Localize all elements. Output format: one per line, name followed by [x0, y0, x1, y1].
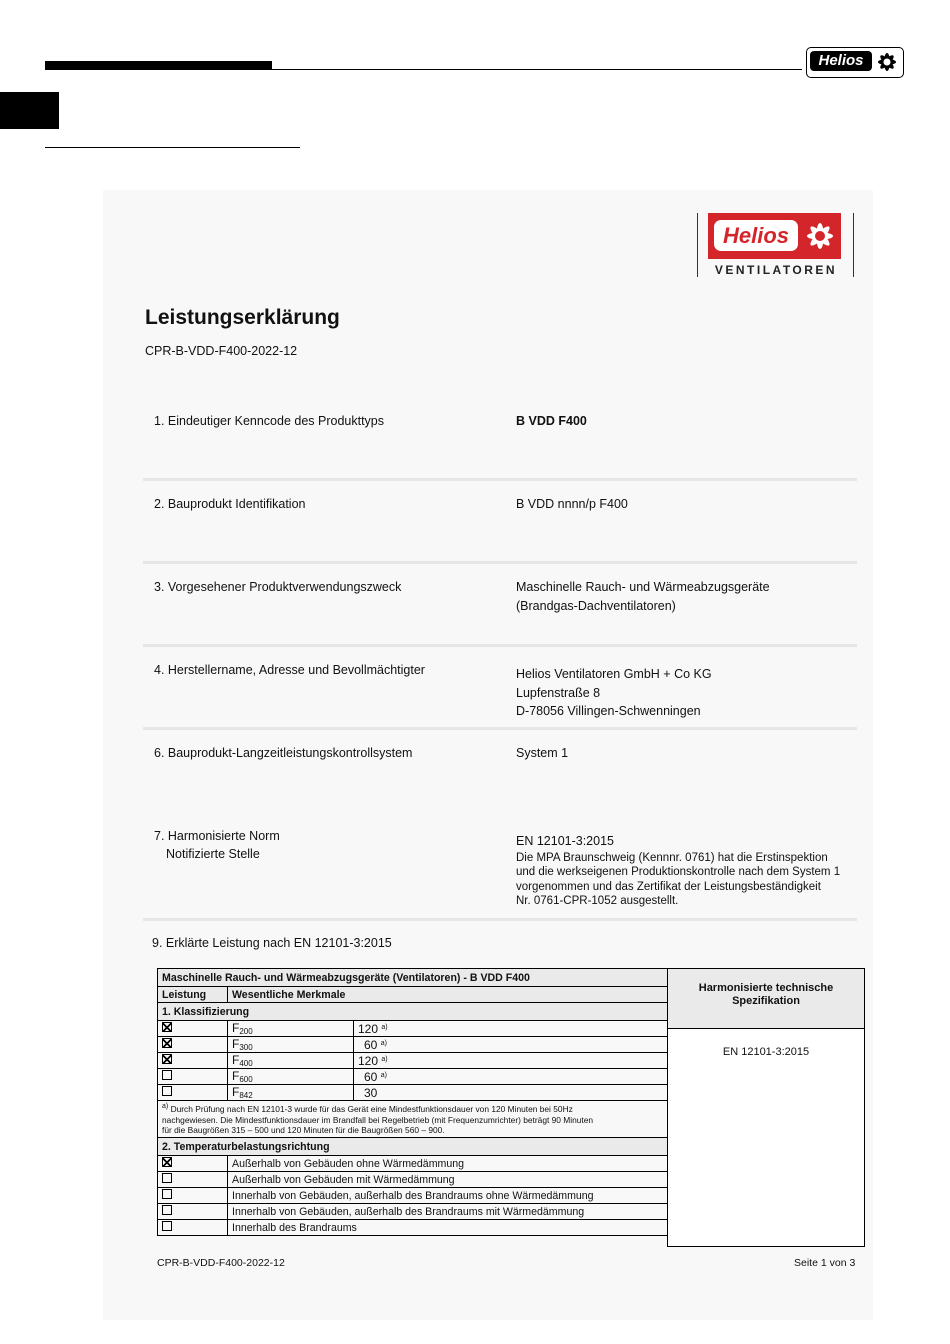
row-value-7-norm: EN 12101-3:2015 [516, 834, 614, 848]
class-temp: 600 [239, 1075, 253, 1084]
table-row [158, 1085, 668, 1101]
class-temp: 300 [239, 1043, 253, 1052]
value-line: D-78056 Villingen-Schwenningen [516, 704, 701, 718]
value-line: Maschinelle Rauch- und Wärmeabzugsgeräte [516, 580, 770, 594]
row-label-4: 4. Herstellername, Adresse und Bevollmächtigter [154, 663, 425, 677]
value-line: Helios Ventilatoren GmbH + Co KG [516, 667, 712, 681]
temp-option: Außerhalb von Gebäuden mit Wärmedämmung [228, 1172, 668, 1188]
document-title: Leistungserklärung [145, 306, 340, 329]
footnote-mark: a) [381, 1023, 388, 1031]
logo-subtitle: VENTILATOREN [714, 263, 838, 277]
table-row [158, 1021, 668, 1037]
table-row [158, 1172, 668, 1188]
value-line: Die MPA Braunschweig (Kennnr. 0761) hat die Erstinspektion [516, 852, 828, 864]
section-9-heading: 9. Erklärte Leistung nach EN 12101-3:2015 [152, 936, 392, 950]
document-code: CPR-B-VDD-F400-2022-12 [145, 344, 298, 358]
footnote-text: für die Baugrößen 315 – 500 und 120 Minuten für die Baugrößen 560 – 900. [162, 1125, 445, 1136]
checkbox-checked-icon [162, 1022, 172, 1032]
class-letter: F [232, 1037, 240, 1051]
temp-option: Innerhalb von Gebäuden, außerhalb des Brandraums mit Wärmedämmung [228, 1204, 668, 1220]
col-header-merkmale: Wesentliche Merkmale [228, 987, 668, 1003]
footer-code: CPR-B-VDD-F400-2022-12 [157, 1257, 285, 1269]
class-letter: F [232, 1021, 240, 1035]
checkbox-empty-icon [162, 1070, 172, 1080]
row-label-3: 3. Vorgesehener Produktverwendungszweck [154, 580, 402, 594]
row-label-1: 1. Eindeutiger Kenncode des Produkttyps [154, 414, 385, 428]
separator [143, 561, 857, 564]
checkbox-checked-icon [162, 1054, 172, 1064]
table-row [158, 1188, 668, 1204]
checkbox-empty-icon [162, 1173, 172, 1183]
row-label-7: 7. Harmonisierte Norm [154, 829, 280, 843]
spec-header [668, 969, 864, 1029]
value-line: vorgenommen und das Zertifikat der Leistungsbeständigkeit [516, 880, 821, 893]
row-value-1: B VDD F400 [516, 414, 587, 428]
row-value-7-body [516, 851, 840, 908]
helios-brand-logo [708, 213, 841, 259]
header-thin-rule [272, 69, 802, 70]
performance-table [157, 968, 668, 1236]
class-temp: 200 [239, 1027, 253, 1036]
class-minutes: 60 [364, 1037, 378, 1052]
footnote-row [158, 1101, 668, 1138]
value-line: (Brandgas-Dachventilatoren) [516, 598, 676, 613]
class-letter: F [232, 1069, 240, 1083]
value-line: Nr. 0761-CPR-1052 ausgestellt. [516, 894, 679, 907]
section-tab-marker [0, 92, 59, 129]
class-letter: F [232, 1085, 240, 1099]
helios-brand-pill [714, 220, 798, 251]
checkbox-checked-icon [162, 1157, 172, 1167]
spec-value: EN 12101-3:2015 [722, 1046, 810, 1058]
section-temperatur: 2. Temperaturbelastungsrichtung [158, 1138, 668, 1156]
checkbox-empty-icon [162, 1189, 172, 1199]
spec-header-line: Harmonisierte technische [698, 982, 834, 994]
footnote-mark: a) [380, 1039, 387, 1047]
helios-header-logo-text: Helios [810, 51, 872, 71]
table-row [158, 1156, 668, 1172]
footnote-text: Durch Prüfung nach EN 12101-3 wurde für das Gerät eine Mindestfunktionsdauer von 120 Minuten bei 50Hz [170, 1104, 573, 1115]
class-temp: 842 [239, 1091, 253, 1100]
separator [143, 918, 857, 921]
table-row [158, 1053, 668, 1069]
header-thick-rule [45, 61, 272, 70]
fan-icon [803, 219, 837, 253]
row-value-2: B VDD nnnn/p F400 [516, 497, 628, 511]
separator [143, 644, 857, 647]
row-label-6: 6. Bauprodukt-Langzeitleistungskontrollsystem [154, 746, 413, 760]
section-klassifizierung: 1. Klassifizierung [158, 1003, 668, 1021]
class-letter: F [232, 1053, 240, 1067]
separator [143, 478, 857, 481]
table-title: Maschinelle Rauch- und Wärmeabzugsgeräte (Ventilatoren) - B VDD F400 [158, 969, 668, 987]
helios-brand-name: Helios [722, 223, 790, 248]
temp-option: Innerhalb von Gebäuden, außerhalb des Brandraums ohne Wärmedämmung [228, 1188, 668, 1204]
temp-option: Innerhalb des Brandraums [228, 1220, 668, 1236]
class-minutes: 60 [364, 1069, 378, 1084]
footnote-mark: a) [380, 1071, 387, 1079]
col-header-leistung: Leistung [158, 987, 228, 1003]
row-label-7b: Notifizierte Stelle [166, 847, 260, 861]
row-label-2: 2. Bauprodukt Identifikation [154, 497, 306, 511]
footnote-mark: a) [162, 1103, 169, 1111]
value-line: und die werkseigenen Produktionskontrolle nach dem System 1 [516, 866, 841, 879]
checkbox-empty-icon [162, 1086, 172, 1096]
class-minutes: 120 [358, 1021, 379, 1036]
value-line: Lupfenstraße 8 [516, 685, 601, 700]
spec-column [667, 968, 865, 1247]
footnote-text: nachgewiesen. Die Mindestfunktionsdauer im Brandfall bei Regelbetrieb (mit Frequenzumrichter) beträgt 90 Minuten [162, 1114, 594, 1125]
temp-option: Außerhalb von Gebäuden ohne Wärmedämmung [228, 1156, 668, 1172]
checkbox-empty-icon [162, 1205, 172, 1215]
class-minutes: 120 [358, 1053, 379, 1068]
fan-icon [875, 50, 899, 74]
class-temp: 400 [239, 1059, 253, 1068]
footnote-mark: a) [381, 1055, 388, 1063]
page-number: Seite 1 von 3 [794, 1257, 856, 1269]
checkbox-empty-icon [162, 1221, 172, 1231]
title-underline [45, 147, 300, 148]
row-value-6: System 1 [516, 746, 569, 760]
table-row [158, 1069, 668, 1085]
checkbox-checked-icon [162, 1038, 172, 1048]
table-row [158, 1204, 668, 1220]
separator [143, 727, 857, 730]
table-row [158, 1037, 668, 1053]
class-minutes: 30 [364, 1085, 378, 1100]
helios-header-logo [806, 47, 904, 78]
row-value-4 [516, 665, 712, 721]
spec-header-line: Spezifikation [732, 995, 800, 1007]
row-value-3 [516, 578, 770, 615]
table-row [158, 1220, 668, 1236]
